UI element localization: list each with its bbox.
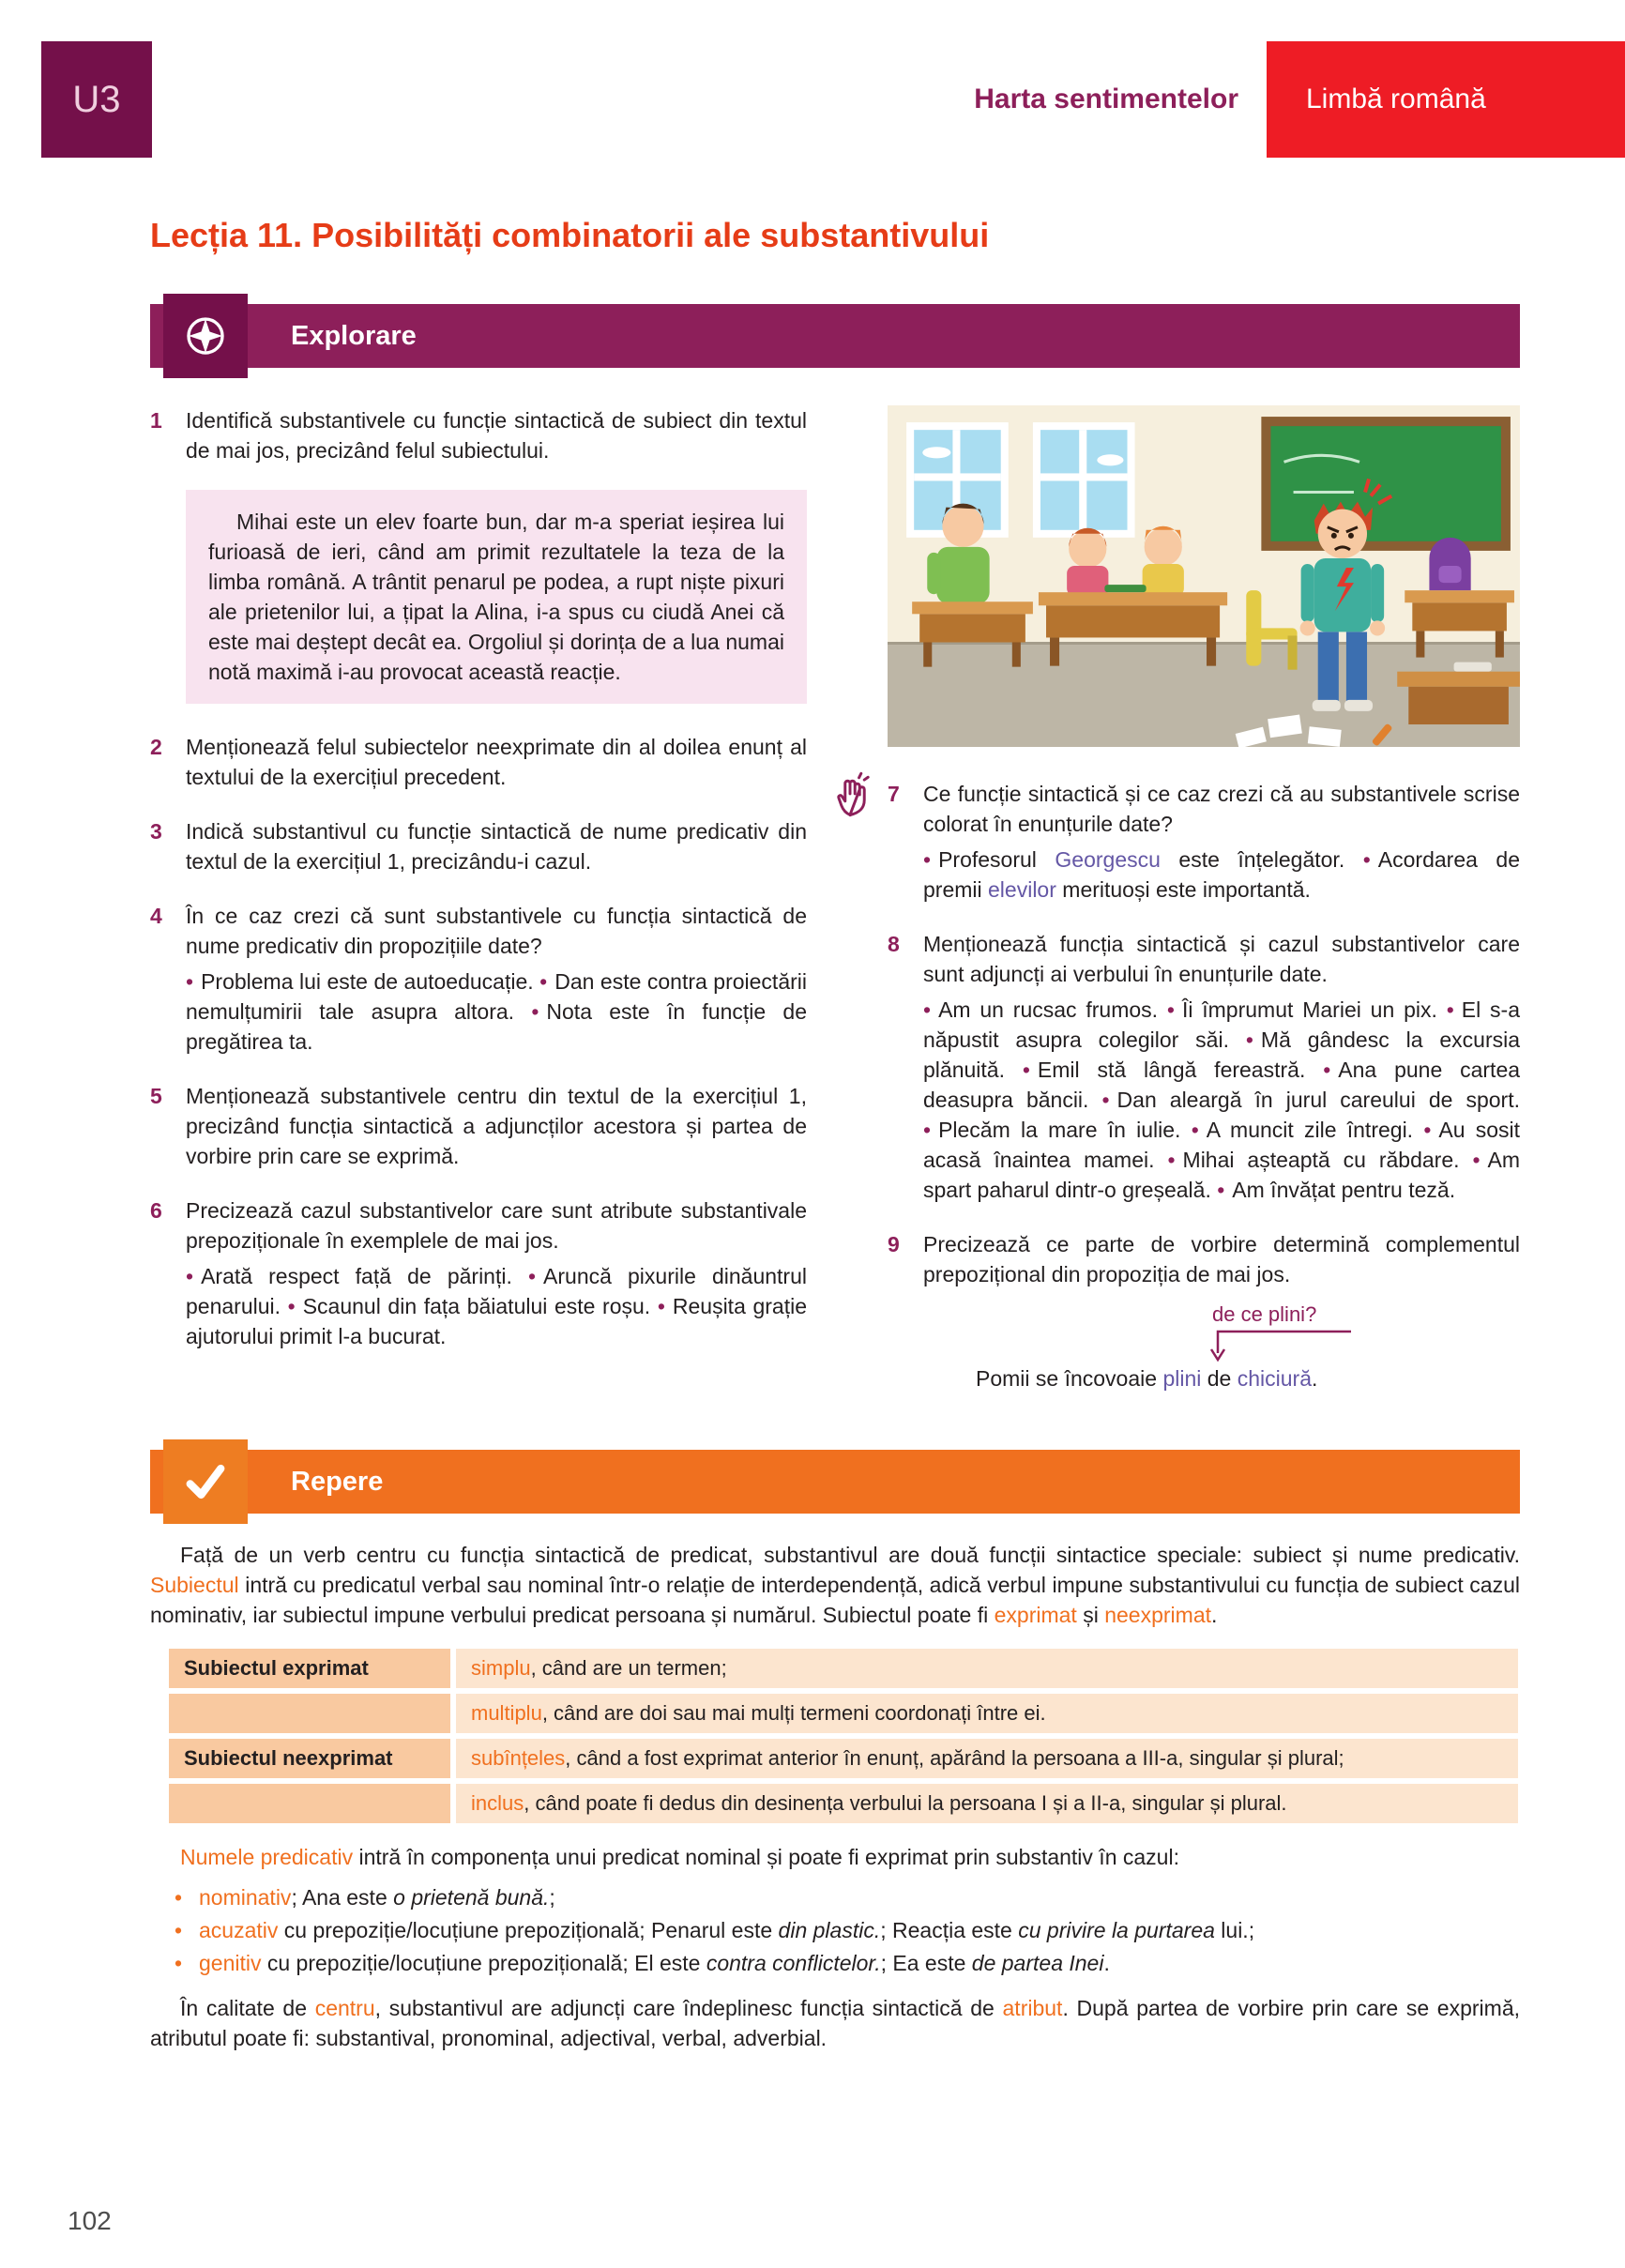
exercise-body (186, 816, 807, 876)
exercise-text: Identifică substantivele cu funcție sintactică de subiect din textul de mai jos, precizând felul subiectului. (186, 408, 807, 463)
sentence: Plecăm la mare în iulie. (938, 1118, 1181, 1143)
theory-paragraph (150, 1540, 1520, 1630)
exercise-7 (888, 779, 1520, 905)
exercise-number: 8 (888, 932, 900, 957)
classroom-illustration (888, 405, 1520, 747)
colored-noun: elevilor (988, 877, 1056, 903)
arrow-icon (1201, 1329, 1360, 1364)
sentence: Îi împrumut Mariei un pix. (1181, 997, 1437, 1023)
table-cell (456, 1784, 1518, 1823)
sentence: Am spart paharul dintr-o greșeală. (923, 1148, 1521, 1203)
checkmark-icon-glyph (179, 1455, 232, 1508)
example-sentences (923, 845, 1520, 905)
sentence: Arată respect față de părinți. (201, 1264, 512, 1288)
classroom-illustration-svg (888, 405, 1520, 747)
sentence: Scaunul din fața băiatului este roșu. (302, 1294, 651, 1318)
exercise-text: În ce caz crezi că sunt substantivele cu funcția sintactică de nume predicativ din propozițiile date? (186, 904, 807, 958)
exercise-body (923, 779, 1520, 905)
exercise-text: Indică substantivul cu funcție sintactică de nume predicativ din textul de la exercițiul 1, precizându-i cazul. (186, 819, 807, 874)
left-column (150, 405, 807, 1416)
chalkboard (1261, 417, 1511, 551)
example-sentences (923, 995, 1520, 1205)
exercise-body (923, 1229, 1520, 1392)
example-sentence (976, 1366, 1520, 1392)
sentence: Au sosit acasă înaintea mamei. (923, 1118, 1521, 1173)
list-item (1192, 1118, 1413, 1142)
bullet-icon: • (1472, 1148, 1481, 1173)
table-header-cell (169, 1784, 450, 1823)
subject-label: Limbă română (1267, 41, 1625, 158)
exercise-text: Menționează felul subiectelor neexprimate din al doilea enunț al textului de la exercițiul precedent. (186, 735, 807, 789)
example-italic: contra conflictelor. (706, 1951, 881, 1976)
pointing-hand-icon (831, 771, 878, 818)
section-title: Explorare (291, 320, 417, 351)
exercise-number: 7 (888, 782, 900, 807)
compass-icon (163, 294, 248, 378)
bullet-icon: • (1166, 997, 1175, 1023)
text-part: . După partea de vorbire prin care se exprimă, atributul poate fi: substantival, pronominal, adjectival, verbal, adverbial. (150, 1996, 1520, 2051)
example-sentences (186, 1261, 807, 1351)
header-spacer (152, 41, 974, 158)
exercise-body (186, 1081, 807, 1171)
exercise-number: 2 (150, 735, 162, 759)
key-term: Subiectul (150, 1573, 239, 1598)
sentence-part: Profesorul (938, 847, 1055, 873)
cases-list (171, 1881, 1520, 1980)
bullet-icon: • (527, 1264, 537, 1288)
window (1033, 422, 1135, 538)
checkmark-icon (163, 1439, 248, 1524)
sentence: Nota este în funcție de pregătirea ta. (186, 999, 808, 1054)
definition: , când are doi sau mai mulți termeni coordonați între ei. (541, 1701, 1046, 1726)
sentence: Mihai așteaptă cu răbdare. (1182, 1148, 1460, 1173)
key-term: centru (314, 1996, 375, 2021)
right-column (888, 405, 1520, 1416)
bullet-icon: • (657, 1294, 665, 1318)
list-item-nominativ (171, 1881, 1520, 1914)
sentence: Problema lui este de autoeducație. (201, 969, 534, 994)
list-item-acuzativ (171, 1914, 1520, 1947)
exercise-number: 6 (150, 1198, 162, 1223)
text-part: , substantivul are adjuncți care îndeplinesc funcția sintactică de (374, 1996, 1003, 2021)
page-number: 102 (68, 2206, 112, 2235)
theory-paragraph (150, 1842, 1520, 1872)
table-header-cell (169, 1694, 450, 1733)
exercise-3 (150, 816, 807, 876)
table-cell (456, 1649, 1518, 1688)
bullet-icon: • (1362, 847, 1371, 873)
text-part: ; (549, 1885, 555, 1910)
sentence: Ana pune cartea deasupra băncii. (923, 1058, 1521, 1113)
exercise-columns (150, 405, 1520, 1416)
exercise-body (923, 929, 1520, 1205)
theory-paragraph (150, 1993, 1520, 2053)
exercise-body (186, 1195, 807, 1351)
exercise-number: 5 (150, 1084, 162, 1108)
section-banner-repere (150, 1450, 1520, 1514)
text-part: ; Reacția este (880, 1918, 1019, 1943)
exercise-8 (888, 929, 1520, 1205)
sentence-part: de (1201, 1366, 1238, 1392)
bullet-icon: • (175, 1951, 183, 1976)
exercise-text: Menționează funcția sintactică și cazul substantivelor care sunt adjuncți ai verbului în enunțurile date. (923, 932, 1520, 987)
exercise-5 (150, 1081, 807, 1171)
exercise-2 (150, 732, 807, 792)
sentence: Mă gândesc la excursia plănuită. (923, 1027, 1521, 1083)
page-title: Lecția 11. Posibilități combinatorii ale substantivului (150, 216, 990, 254)
text-part: ; Ea este (880, 1951, 972, 1976)
sentence: Am învățat pentru teză. (1232, 1178, 1456, 1203)
example-italic: o prietenă bună. (393, 1885, 550, 1910)
table-cell (456, 1694, 1518, 1733)
list-item (186, 969, 534, 994)
list-item (288, 1294, 651, 1318)
sentence: A muncit zile întregi. (1206, 1118, 1414, 1143)
table-header-cell: Subiectul neexprimat (169, 1739, 450, 1778)
bullet-icon: • (531, 999, 539, 1024)
exercise-body (186, 732, 807, 792)
key-term: acuzativ (199, 1918, 279, 1943)
exercise-body (186, 901, 807, 1057)
bullet-icon: • (923, 997, 932, 1023)
key-term: inclus (471, 1791, 524, 1816)
sentence: Am un rucsac frumos. (938, 997, 1159, 1023)
bullet-icon: • (1446, 997, 1454, 1023)
exercise-number: 4 (150, 904, 162, 928)
compass-icon-glyph (180, 311, 231, 361)
key-term: exprimat (994, 1603, 1077, 1628)
list-item (1217, 1178, 1455, 1202)
list-item-genitiv (171, 1947, 1520, 1980)
bullet-icon: • (175, 1885, 183, 1910)
exercise-text: Precizează ce parte de vorbire determină complementul prepozițional din propoziția de mai jos. (923, 1232, 1520, 1287)
section-title: Repere (291, 1466, 384, 1497)
key-term: subînțeles (471, 1746, 566, 1771)
sentence: Aruncă pixurile dinăuntrul penarului. (186, 1264, 807, 1318)
key-term: nominativ (199, 1885, 292, 1910)
exercise-text: Menționează substantivele centru din textul de la exercițiul 1, precizând funcția sintactică a adjuncților acestora și partea de vorbire prin care se exprimă. (186, 1084, 807, 1168)
exercise-text: Precizează cazul substantivelor care sunt atribute substantivale prepoziționale în exemplele de mai jos. (186, 1198, 807, 1253)
list-item (186, 1264, 512, 1288)
exercise-number: 9 (888, 1232, 900, 1257)
text-part: cu prepoziție/locuțiune prepozițională; Penarul este (278, 1918, 779, 1943)
section-banner-explorare (150, 304, 1520, 368)
text-part: cu prepoziție/locuțiune prepozițională; El este (261, 1951, 706, 1976)
bullet-icon: • (539, 969, 548, 994)
sentence-part: . (1312, 1366, 1318, 1392)
list-item (1167, 997, 1437, 1022)
bullet-icon: • (186, 1264, 194, 1288)
key-term: genitiv (199, 1951, 262, 1976)
list-item (1023, 1058, 1306, 1082)
bullet-icon: • (1217, 1178, 1225, 1203)
bullet-icon: • (186, 969, 194, 994)
text-part: În calitate de (180, 1996, 315, 2021)
sentence-part: este înțelegător. (1160, 847, 1345, 873)
unit-badge: U3 (41, 41, 152, 158)
example-italic: cu privire la purtarea (1018, 1918, 1215, 1943)
exercise-number: 1 (150, 408, 162, 433)
repere-content (150, 1540, 1520, 2053)
text-part: . (1211, 1603, 1218, 1628)
sentence: Reușita grație ajutorului primit l-a bucurat. (186, 1294, 807, 1348)
text-part: Față de un verb centru cu funcția sintactică de predicat, substantivul are două funcții sintactice speciale: subiect și nume predicativ. (180, 1543, 1520, 1568)
definition: , când a fost exprimat anterior în enunț, apărând la persoana a III-a, singular și plural; (565, 1746, 1344, 1771)
bullet-icon: • (1022, 1058, 1030, 1083)
key-term: multiplu (471, 1701, 542, 1726)
bullet-icon: • (1423, 1118, 1432, 1143)
sentence: Emil stă lângă fereastră. (1037, 1058, 1306, 1083)
text-part: ; Ana este (291, 1885, 394, 1910)
exercise-9 (888, 1229, 1520, 1392)
bullet-icon: • (1245, 1027, 1253, 1053)
list-item (923, 997, 1158, 1022)
unit-title: Harta sentimentelor (974, 84, 1238, 114)
question-label: de ce plini? (1212, 1302, 1317, 1327)
page-header (0, 41, 1625, 158)
colored-word: plini (1162, 1366, 1202, 1392)
sentence: Dan este contra proiectării nemulțumirii tale asupra altora. (186, 969, 807, 1024)
subject-types-table (169, 1649, 1518, 1823)
text-part: intră în componența unui predicat nominal și poate fi exprimat prin substantiv în cazul: (353, 1845, 1179, 1870)
exercise-1 (150, 405, 807, 465)
bullet-icon: • (923, 1118, 932, 1143)
list-item (1167, 1148, 1459, 1172)
sentence: El s-a năpustit asupra colegilor săi. (923, 997, 1520, 1053)
key-term: atribut (1002, 1996, 1063, 2021)
key-term: simplu (471, 1656, 531, 1681)
exercise-number: 3 (150, 819, 162, 844)
colored-noun: Georgescu (1055, 847, 1161, 873)
bullet-icon: • (1323, 1058, 1331, 1083)
bullet-icon: • (923, 847, 932, 873)
key-term: Numele predicativ (180, 1845, 354, 1870)
syntax-diagram (923, 1302, 1520, 1392)
definition: , când are un termen; (530, 1656, 727, 1681)
colored-word: chiciură (1237, 1366, 1312, 1392)
exercise-text: Ce funcție sintactică și ce caz crezi că au substantivele scrise colorat în enunțurile date? (923, 782, 1520, 837)
text-part: și (1076, 1603, 1105, 1628)
text-part: intră cu predicatul verbal sau nominal într-o relație de interdependență, adică verbul impune substantivului cu funcția de subiect cazul nominativ, iar subiectul impune verbului predicat persoana și numărul. Subiectul poate fi (150, 1573, 1520, 1628)
exercise-body (186, 405, 807, 465)
example-italic: de partea Inei (971, 1951, 1104, 1976)
reading-text-box: Mihai este un elev foarte bun, dar m-a speriat ieșirea lui furioasă de ieri, când am primit rezultatele la teza de la limba română. A trântit penarul pe podea, a rupt niște pixuri ale prietenilor lui, a țipat la Alina, i-a spus cu ciudă Anei că este mai deștept decât ea. Orgoliul și dorința de a lua numai notă maximă i-au provocat această reacție. (186, 490, 807, 704)
sentence-part: Acordarea de premii (923, 847, 1521, 903)
bullet-icon: • (175, 1918, 183, 1943)
bullet-icon: • (1191, 1118, 1199, 1143)
text-part: . (1103, 1951, 1110, 1976)
example-italic: din plastic. (778, 1918, 881, 1943)
sentence-part: Pomii se încovoaie (976, 1366, 1163, 1392)
key-term: neexprimat (1104, 1603, 1211, 1628)
bullet-icon: • (287, 1294, 296, 1318)
bullet-icon: • (1167, 1148, 1176, 1173)
exercise-6 (150, 1195, 807, 1351)
example-sentences (186, 967, 807, 1057)
text-part: lui.; (1214, 1918, 1255, 1943)
bullet-icon: • (1101, 1088, 1110, 1113)
exercise-4 (150, 901, 807, 1057)
list-item (1101, 1088, 1520, 1112)
sentence-part: merituoși este importantă. (1055, 877, 1311, 903)
sentence: Dan aleargă în jurul careului de sport. (1116, 1088, 1520, 1113)
table-cell (456, 1739, 1518, 1778)
table-header-cell: Subiectul exprimat (169, 1649, 450, 1688)
list-item (923, 1118, 1180, 1142)
definition: , când poate fi dedus din desinența verbului la persoana I și a II-a, singular și plural. (524, 1791, 1287, 1816)
